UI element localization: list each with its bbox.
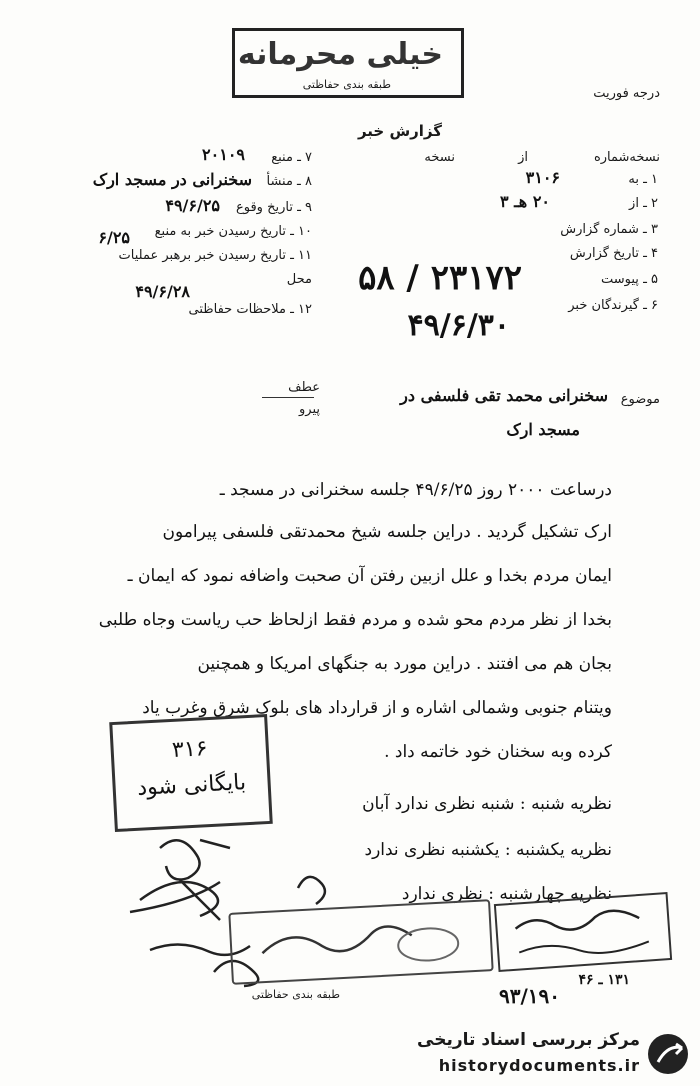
archive-stamp-text: بایگانی شود <box>136 770 247 801</box>
body-line-2: ارک تشکیل گردید . دراین جلسه شیخ محمدتقی فلسفی پیرامون <box>162 522 612 542</box>
urgency-label: درجه فوریت <box>593 86 660 101</box>
arrival-source-value: ۶/۲۵ <box>98 228 130 247</box>
body-line-6: ویتنام جنوبی وشمالی اشاره و از قرارداد های بلوک شرق وغرب یاد <box>142 698 612 718</box>
logo-arrow-shape <box>648 1034 688 1074</box>
report-number-label: ۳ ـ شماره گزارش <box>560 222 658 237</box>
to-label: ۱ ـ به <box>628 172 658 187</box>
opinion-sunday: نظریه یکشنبه : یکشنبه نظری ندارد <box>364 840 612 860</box>
handwritten-report-number: ۲۳۱۷۲ / ۵۸ <box>358 258 522 298</box>
opinion-wednesday: نظریه چهارشنبه : نظری ندارد <box>401 884 612 904</box>
report-title: گزارش خبر <box>357 122 442 140</box>
archive-stamp-number: ۳۱۶ <box>171 736 209 763</box>
reference-label: عطف <box>288 380 320 395</box>
handwritten-report-date: ۴۹/۶/۳۰ <box>407 308 510 343</box>
source-label: ۷ ـ منبع <box>271 150 312 165</box>
follow-up-label: پیرو <box>299 402 320 417</box>
subject-label: موضوع <box>620 392 660 407</box>
copy-from-label: از <box>518 150 528 165</box>
notes-label: ۱۲ ـ ملاحظات حفاظتی <box>188 302 312 317</box>
body-line-5: بجان هم می افتند . دراین مورد به جنگهای امریکا و همچنین <box>197 654 612 674</box>
footer-org-name: مرکز بررسی اسناد تاریخی <box>417 1030 640 1050</box>
body-line-3: ایمان مردم بخدا و علل ازبین رفتن آن صحبت واضافه نمود که ایمان ـ <box>127 566 612 586</box>
to-value: ۳۱۰۶ <box>525 168 560 187</box>
event-date-value: ۴۹/۶/۲۵ <box>165 196 220 215</box>
attachment-label: ۵ ـ پیوست <box>601 272 658 287</box>
place-label: محل <box>286 272 312 287</box>
signature-stamp <box>228 899 493 985</box>
source-value: ۲۰۱۰۹ <box>202 145 245 164</box>
origin-value: سخنرانی در مسجد ارک <box>92 170 252 189</box>
archive-code: ۱۳۱ ـ ۴۶ <box>578 972 630 988</box>
logo-icon <box>648 1034 688 1074</box>
body-line-1: درساعت ۲۰۰۰ روز ۴۹/۶/۲۵ جلسه سخنرانی در مسجد ـ <box>219 480 612 500</box>
arrival-ops-label: ۱۱ ـ تاریخ رسیدن خبر برهبر عملیات <box>118 248 312 263</box>
date-stamp-scribble <box>496 894 674 974</box>
body-line-7: کرده وبه سخنان خود خاتمه داد . <box>384 742 612 762</box>
from-label: ۲ ـ از <box>629 196 658 211</box>
arrival-source-label: ۱۰ ـ تاریخ رسیدن خبر به منبع <box>154 224 312 239</box>
footer-url: historydocuments.ir <box>438 1056 640 1075</box>
subject-line-1: سخنرانی محمد تقی فلسفی در <box>400 386 608 405</box>
body-line-4: بخدا از نظر مردم محو شده و مردم فقط ازلحاظ حب ریاست وجاه طلبی <box>98 610 612 630</box>
from-value: ۲۰ هـ ۳ <box>499 192 550 211</box>
subject-line-2: مسجد ارک <box>506 420 580 439</box>
date-receipt-stamp <box>494 892 672 972</box>
signature-stamp-scribble <box>230 901 495 987</box>
classification-stamp-subtitle: طبقه بندی حفاظتی <box>302 78 391 91</box>
archive-reference: ۹۳/۱۹۰ <box>498 984 560 1008</box>
report-date-label: ۴ ـ تاریخ گزارش <box>569 246 658 261</box>
recipients-label: ۶ ـ گیرندگان خبر <box>568 298 658 313</box>
bottom-classification: طبقه بندی حفاظتی <box>251 988 340 1001</box>
classification-stamp-text: خیلی محرمانه <box>237 37 443 72</box>
arrival-ops-value: ۴۹/۶/۲۸ <box>135 282 190 301</box>
copy-suffix-label: نسخه <box>424 150 455 165</box>
opinion-saturday: نظریه شنبه : شنبه نظری ندارد آبان <box>362 794 612 814</box>
origin-label: ۸ ـ منشأ <box>266 174 312 189</box>
copy-number-label: نسخه‌شماره <box>593 150 660 165</box>
event-date-label: ۹ ـ تاریخ وقوع <box>235 200 312 215</box>
